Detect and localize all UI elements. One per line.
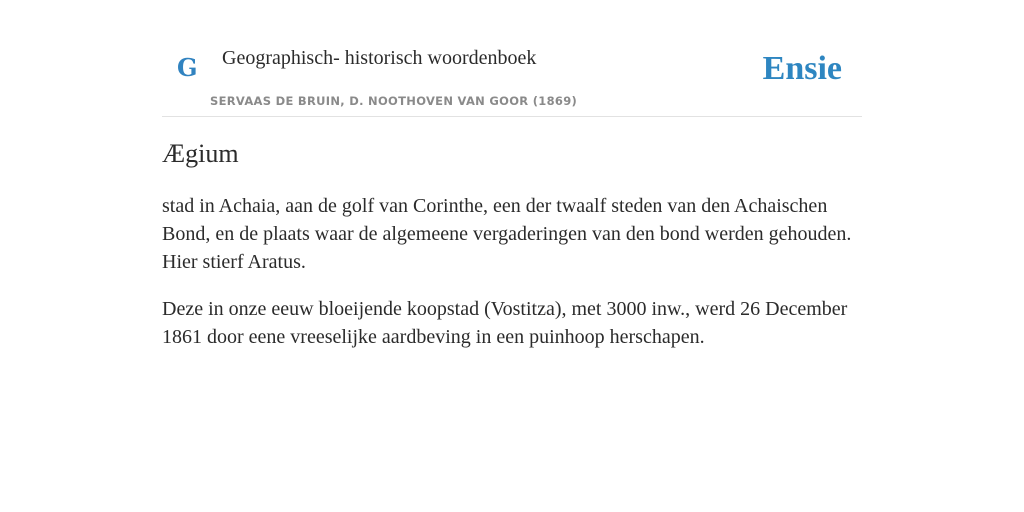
entry-body	[162, 192, 866, 370]
entry-title: Ægium	[162, 139, 239, 168]
book-authors: SERVAAS DE BRUIN, D. NOOTHOVEN VAN GOOR (1869)	[210, 94, 578, 108]
book-title-link[interactable]: Geographisch- historisch woordenboek	[222, 47, 537, 69]
header	[162, 0, 862, 117]
entry-paragraph: stad in Achaia, aan de golf van Corinthe, een der twaalf steden van den Achaischen Bond, en de plaats waar de algemeene vergaderingen van den bond werden gehouden. Hier stierf Aratus.	[162, 195, 852, 273]
entry-paragraph: Deze in onze eeuw bloeijende koopstad (Vostitza), met 3000 inw., werd 26 December 1861 door eene vreeselijke aardbeving in een puinhoop herschapen.	[162, 298, 848, 348]
ensie-logo-link[interactable]: Ensie	[762, 50, 842, 87]
book-logo-link[interactable]: G	[177, 53, 198, 82]
